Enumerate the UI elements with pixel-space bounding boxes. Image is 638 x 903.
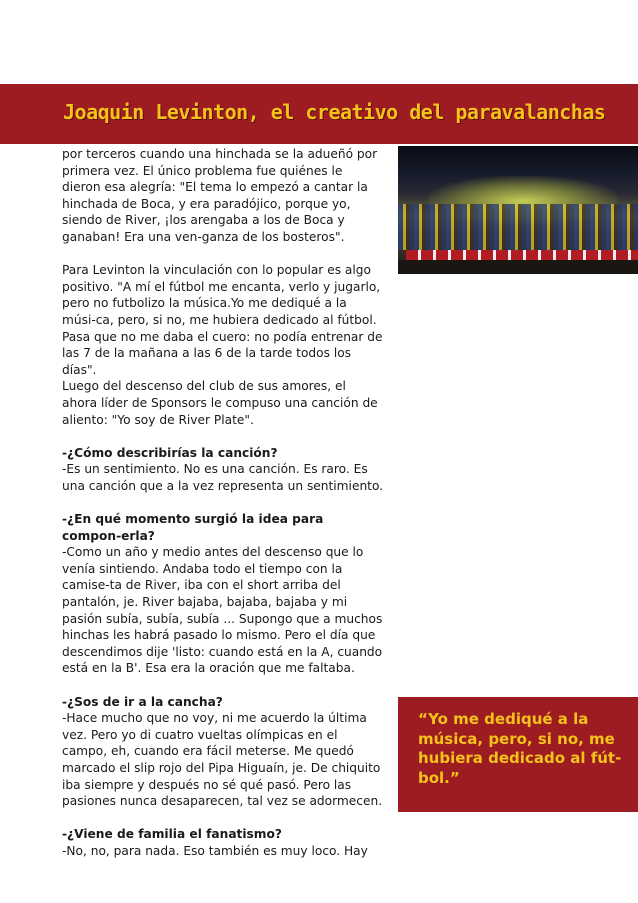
answer-4: -No, no, para nada. Eso también es muy loco. Hay [62, 843, 368, 858]
photo-stands [398, 204, 638, 250]
photo-ground [398, 260, 638, 274]
paragraph-popular: Para Levinton la vinculación con lo popular es algo positivo. "A mí el fútbol me encanta, verlo y jugarlo, pero no futbolizo la música.Yo me dediqué a la músi-ca, pero, si no, me hubiera dedicado al fútbol. Pasa que no me daba el cuero: no podía entrenar de las 7 de la mañana a las 6 de la tarde todos los días". [62, 263, 383, 377]
question-4: -¿Viene de familia el fanatismo? [62, 827, 282, 842]
answer-3: -Hace mucho que no voy, ni me acuerdo la última vez. Pero yo di cuatro vueltas olímpicas en el campo, eh, cuando era fácil meterse. Me quedó marcado el slip rojo del Pipa Higuaín, je. De chiquito iba siempre y después no sé qué pasó. Pero las pasiones nunca desaparecen, tal vez se adormecen. [62, 711, 383, 809]
article-title: Joaquin Levinton, el creativo del paravalanchas [63, 100, 606, 124]
stadium-crowd-photo [398, 146, 638, 274]
question-2: -¿En qué momento surgió la idea para compon-erla? [62, 512, 324, 543]
pull-quote-box [398, 697, 638, 812]
pull-quote-text: “Yo me dediqué a la música, pero, si no, me hubiera dedicado al fút-bol.” [418, 710, 622, 787]
answer-1: -Es un sentimiento. No es una canción. Es raro. Es una canción que a la vez representa un sentimiento. [62, 462, 384, 493]
question-3: -¿Sos de ir a la cancha? [62, 694, 223, 709]
paragraph-intro: por terceros cuando una hinchada se la adueñó por primera vez. El único problema fue quiénes le dieron esa alegría: "El tema lo empezó a cantar la hinchada de Boca, y era paradójico, porque yo, siendo de River, ¡los arengaba a los de Boca y ganaban! Era una ven-ganza de los bosteros". [62, 147, 378, 244]
answer-2: -Como un año y medio antes del descenso que lo venía sintiendo. Andaba todo el tiempo con la camise-ta de River, iba con el short arriba del pantalón, je. River bajaba, bajaba, bajaba y mi pasión subía, subía, subía ... Supongo que a muchos hinchas les habrá pasado lo mismo. Pero el día que descendimos dije 'listo: cuando está en la A, cuando está en la B'. Esa era la oración que me faltaba. [62, 545, 383, 676]
question-1: -¿Cómo describirías la canción? [62, 445, 278, 460]
article-body [62, 146, 384, 860]
photo-fence [406, 250, 638, 260]
paragraph-descenso: Luego del descenso del club de sus amores, el ahora líder de Sponsors le compuso una canción de aliento: "Yo soy de River Plate". [62, 379, 378, 427]
